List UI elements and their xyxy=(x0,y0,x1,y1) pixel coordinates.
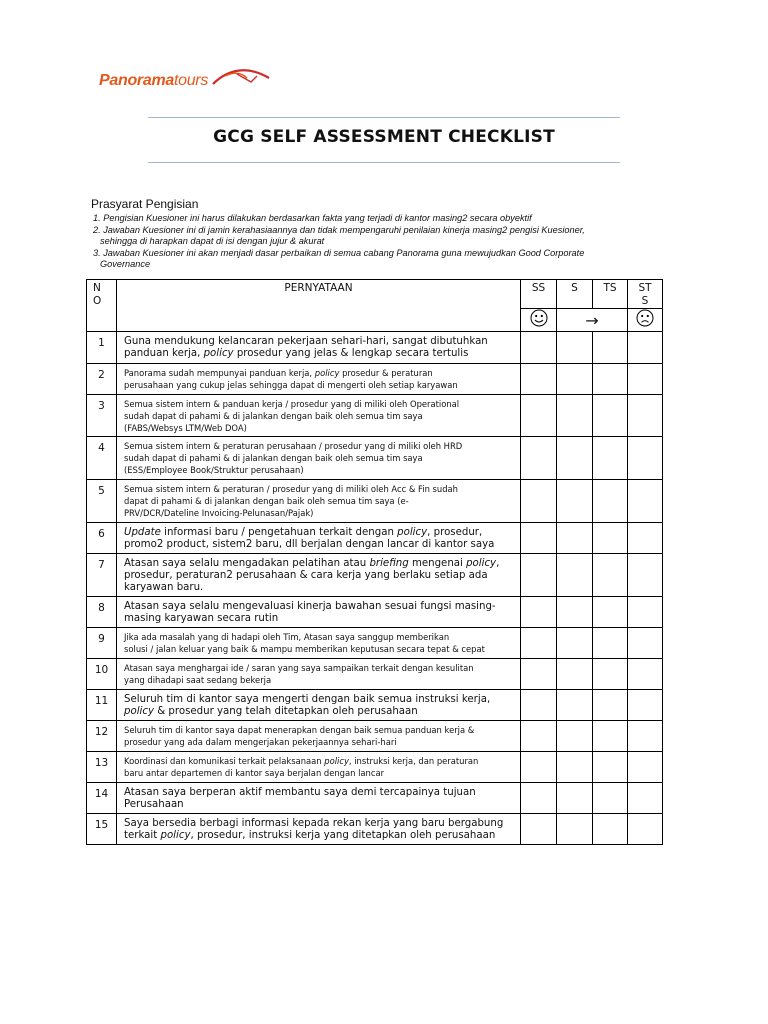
statement-line: solusi / jalan keluar yang baik & mampu memberikan keputusan secara tepat & cepat xyxy=(124,644,485,655)
answer-cell-ts[interactable] xyxy=(593,364,628,395)
table-row xyxy=(87,628,663,659)
answer-cell-sts[interactable] xyxy=(628,395,663,437)
answer-cell-sts[interactable] xyxy=(628,659,663,690)
table-row xyxy=(87,782,663,813)
row-statement xyxy=(117,597,521,628)
prerequisite-item: 2. Jawaban Kuesioner ini di jamin kerahasiaannya dan tidak mempengaruhi penilaian kinerja masing2 pengisi Kuesioner, xyxy=(93,224,585,235)
answer-cell-ts[interactable] xyxy=(593,523,628,554)
row-statement xyxy=(117,364,521,395)
answer-cell-ss[interactable] xyxy=(521,597,557,628)
answer-cell-s[interactable] xyxy=(557,689,593,720)
prerequisite-item: sehingga di harapkan dapat di isi dengan jujur & akurat xyxy=(100,236,325,246)
answer-cell-sts[interactable] xyxy=(628,480,663,523)
row-number: 11 xyxy=(87,689,117,720)
answer-cell-ss[interactable] xyxy=(521,364,557,395)
statement-line: PRV/DCR/Dateline Invoicing-Pelunasan/Pajak) xyxy=(124,507,314,518)
row-number: 5 xyxy=(87,480,117,523)
table-row xyxy=(87,720,663,751)
answer-cell-s[interactable] xyxy=(557,364,593,395)
answer-cell-ts[interactable] xyxy=(593,395,628,437)
row-statement xyxy=(117,628,521,659)
answer-cell-ts[interactable] xyxy=(593,782,628,813)
statement-line: karyawan baru. xyxy=(124,582,204,594)
answer-cell-ss[interactable] xyxy=(521,689,557,720)
header-sts-face xyxy=(628,309,663,332)
answer-cell-ss[interactable] xyxy=(521,523,557,554)
answer-cell-ts[interactable] xyxy=(593,720,628,751)
row-statement xyxy=(117,720,521,751)
table-row xyxy=(87,751,663,782)
logo-brand-text: Panorama xyxy=(99,72,174,89)
answer-cell-ss[interactable] xyxy=(521,628,557,659)
answer-cell-sts[interactable] xyxy=(628,554,663,597)
statement-line: Koordinasi dan komunikasi terkait pelaksanaan policy, instruksi kerja, dan peraturan xyxy=(124,755,479,766)
prerequisite-item: Governance xyxy=(100,259,151,269)
answer-cell-s[interactable] xyxy=(557,395,593,437)
row-statement xyxy=(117,523,521,554)
statement-line: sudah dapat di pahami & di jalankan dengan baik oleh semua tim saya xyxy=(124,410,423,421)
checklist-table xyxy=(86,279,663,845)
header-scale-arrow xyxy=(557,309,628,332)
header-no: N O xyxy=(87,280,117,332)
header-sts: ST S xyxy=(628,280,663,309)
row-number: 15 xyxy=(87,813,117,844)
statement-line: baru antar departemen di kantor saya berjalan dengan lancar xyxy=(124,767,385,778)
statement-line: sudah dapat di pahami & di jalankan dengan baik oleh semua tim saya xyxy=(124,453,423,464)
header-ss-face xyxy=(521,309,557,332)
statement-line: (ESS/Employee Book/Struktur perusahaan) xyxy=(124,464,304,475)
prerequisite-item: 3. Jawaban Kuesioner ini akan menjadi dasar perbaikan di semua cabang Panorama guna mewujudkan Good Corporate xyxy=(93,247,585,258)
row-statement xyxy=(117,480,521,523)
prerequisites-section xyxy=(91,197,691,271)
answer-cell-s[interactable] xyxy=(557,813,593,844)
answer-cell-sts[interactable] xyxy=(628,689,663,720)
statement-line: Saya bersedia berbagi informasi kepada rekan kerja yang baru bergabung xyxy=(124,817,504,829)
logo-swoosh-icon xyxy=(211,66,271,88)
row-statement xyxy=(117,554,521,597)
answer-cell-ss[interactable] xyxy=(521,554,557,597)
answer-cell-s[interactable] xyxy=(557,332,593,364)
answer-cell-sts[interactable] xyxy=(628,364,663,395)
statement-line: Atasan saya berperan aktif membantu saya demi tercapainya tujuan xyxy=(124,786,476,798)
statement-line: Jika ada masalah yang di hadapi oleh Tim, Atasan saya sanggup memberikan xyxy=(124,632,450,643)
answer-cell-ts[interactable] xyxy=(593,437,628,480)
statement-line: Guna mendukung kelancaran pekerjaan sehari-hari, sangat dibutuhkan xyxy=(124,336,488,347)
table-row xyxy=(87,659,663,690)
answer-cell-s[interactable] xyxy=(557,480,593,523)
statement-line: yang dihadapi saat sedang bekerja xyxy=(124,675,272,686)
statement-line: prosedur, peraturan2 perusahaan & cara kerja yang berlaku setiap ada xyxy=(124,570,488,582)
statement-line: (FABS/Websys LTM/Web DOA) xyxy=(124,422,247,433)
row-number: 6 xyxy=(87,523,117,554)
answer-cell-sts[interactable] xyxy=(628,597,663,628)
row-statement xyxy=(117,395,521,437)
answer-cell-s[interactable] xyxy=(557,720,593,751)
answer-cell-s[interactable] xyxy=(557,554,593,597)
row-number: 13 xyxy=(87,751,117,782)
row-number: 12 xyxy=(87,720,117,751)
prerequisite-item: 1. Pengisian Kuesioner ini harus dilakukan berdasarkan fakta yang terjadi di kantor masing2 secara obyektif xyxy=(93,213,532,223)
answer-cell-ss[interactable] xyxy=(521,751,557,782)
statement-line: promo2 product, sistem2 baru, dll berjalan dengan lancar di kantor saya xyxy=(124,539,495,551)
statement-line: terkait policy, prosedur, instruksi kerja yang ditetapkan oleh perusahaan xyxy=(124,829,496,841)
checklist-body xyxy=(87,332,663,845)
statement-line: dapat di pahami & di jalankan dengan baik oleh semua tim saya (e- xyxy=(124,496,409,507)
statement-line: policy & prosedur yang telah ditetapkan oleh perusahaan xyxy=(124,705,418,717)
answer-cell-ts[interactable] xyxy=(593,659,628,690)
answer-cell-sts[interactable] xyxy=(628,332,663,364)
row-number: 9 xyxy=(87,628,117,659)
table-row xyxy=(87,480,663,523)
row-number: 1 xyxy=(87,332,117,364)
row-statement xyxy=(117,689,521,720)
row-number: 10 xyxy=(87,659,117,690)
statement-line: Semua sistem intern & peraturan / prosedur yang di miliki oleh Acc & Fin sudah xyxy=(124,484,458,495)
answer-cell-ss[interactable] xyxy=(521,395,557,437)
answer-cell-ts[interactable] xyxy=(593,480,628,523)
table-row xyxy=(87,813,663,844)
title-bottom-rule xyxy=(148,162,620,163)
row-number: 4 xyxy=(87,437,117,480)
statement-line: Perusahaan xyxy=(124,798,184,810)
answer-cell-ss[interactable] xyxy=(521,332,557,364)
row-statement xyxy=(117,332,521,364)
answer-cell-ss[interactable] xyxy=(521,720,557,751)
statement-line: perusahaan yang cukup jelas sehingga dapat di mengerti oleh setiap karyawan xyxy=(124,379,458,390)
statement-line: Seluruh tim di kantor saya mengerti dengan baik semua instruksi kerja, xyxy=(124,693,491,705)
answer-cell-s[interactable] xyxy=(557,523,593,554)
answer-cell-sts[interactable] xyxy=(628,813,663,844)
statement-line: Atasan saya selalu mengadakan pelatihan atau briefing mengenai policy, xyxy=(124,558,500,570)
answer-cell-s[interactable] xyxy=(557,659,593,690)
table-row xyxy=(87,364,663,395)
header-statement: PERNYATAAN xyxy=(117,280,521,332)
answer-cell-ts[interactable] xyxy=(593,813,628,844)
answer-cell-ss[interactable] xyxy=(521,437,557,480)
right-arrow-icon: → xyxy=(585,310,599,330)
header-ts: TS xyxy=(593,280,628,309)
answer-cell-s[interactable] xyxy=(557,628,593,659)
answer-cell-ss[interactable] xyxy=(521,782,557,813)
table-row xyxy=(87,395,663,437)
statement-line: Update informasi baru / pengetahuan terkait dengan policy, prosedur, xyxy=(124,527,483,539)
answer-cell-ts[interactable] xyxy=(593,689,628,720)
statement-line: panduan kerja, policy prosedur yang jelas & lengkap secara tertulis xyxy=(124,348,469,359)
answer-cell-ts[interactable] xyxy=(593,628,628,659)
document-title: GCG SELF ASSESSMENT CHECKLIST xyxy=(213,127,555,147)
answer-cell-ts[interactable] xyxy=(593,332,628,364)
row-statement xyxy=(117,782,521,813)
title-top-rule xyxy=(148,117,620,118)
answer-cell-s[interactable] xyxy=(557,782,593,813)
answer-cell-ss[interactable] xyxy=(521,813,557,844)
answer-cell-ts[interactable] xyxy=(593,554,628,597)
header-ss: SS xyxy=(521,280,557,309)
answer-cell-sts[interactable] xyxy=(628,628,663,659)
statement-line: masing karyawan secara rutin xyxy=(124,613,279,625)
statement-line: prosedur yang ada dalam mengerjakan pekerjaannya sehari-hari xyxy=(124,736,397,747)
header-s: S xyxy=(557,280,593,309)
answer-cell-sts[interactable] xyxy=(628,751,663,782)
answer-cell-ss[interactable] xyxy=(521,480,557,523)
row-statement xyxy=(117,751,521,782)
statement-line: Atasan saya menghargai ide / saran yang saya sampaikan terkait dengan kesulitan xyxy=(124,663,474,674)
prerequisites-heading: Prasyarat Pengisian xyxy=(91,197,199,211)
table-row xyxy=(87,523,663,554)
row-number: 14 xyxy=(87,782,117,813)
statement-line: Semua sistem intern & panduan kerja / prosedur yang di miliki oleh Operational xyxy=(124,399,460,409)
statement-line: Seluruh tim di kantor saya dapat menerapkan dengan baik semua panduan kerja & xyxy=(124,724,475,735)
statement-line: Atasan saya selalu mengevaluasi kinerja bawahan sesuai fungsi masing- xyxy=(124,601,496,613)
smiley-icon xyxy=(530,309,548,327)
answer-cell-sts[interactable] xyxy=(628,437,663,480)
frowny-icon xyxy=(636,309,654,327)
table-row xyxy=(87,597,663,628)
answer-cell-s[interactable] xyxy=(557,437,593,480)
row-number: 7 xyxy=(87,554,117,597)
table-row xyxy=(87,437,663,480)
statement-line: Semua sistem intern & peraturan perusahaan / prosedur yang di miliki oleh HRD xyxy=(124,441,463,452)
answer-cell-sts[interactable] xyxy=(628,782,663,813)
answer-cell-sts[interactable] xyxy=(628,720,663,751)
statement-line: Panorama sudah mempunyai panduan kerja, policy prosedur & peraturan xyxy=(124,368,433,378)
row-statement xyxy=(117,813,521,844)
answer-cell-ts[interactable] xyxy=(593,597,628,628)
table-row xyxy=(87,332,663,364)
row-statement xyxy=(117,659,521,690)
row-statement xyxy=(117,437,521,480)
row-number: 3 xyxy=(87,395,117,437)
answer-cell-s[interactable] xyxy=(557,597,593,628)
row-number: 2 xyxy=(87,364,117,395)
answer-cell-ss[interactable] xyxy=(521,659,557,690)
prerequisites-list xyxy=(91,213,691,271)
row-number: 8 xyxy=(87,597,117,628)
logo-suffix-text: tours xyxy=(173,72,209,89)
table-row xyxy=(87,689,663,720)
answer-cell-ts[interactable] xyxy=(593,751,628,782)
table-row xyxy=(87,554,663,597)
answer-cell-sts[interactable] xyxy=(628,523,663,554)
answer-cell-s[interactable] xyxy=(557,751,593,782)
company-logo xyxy=(99,66,279,96)
